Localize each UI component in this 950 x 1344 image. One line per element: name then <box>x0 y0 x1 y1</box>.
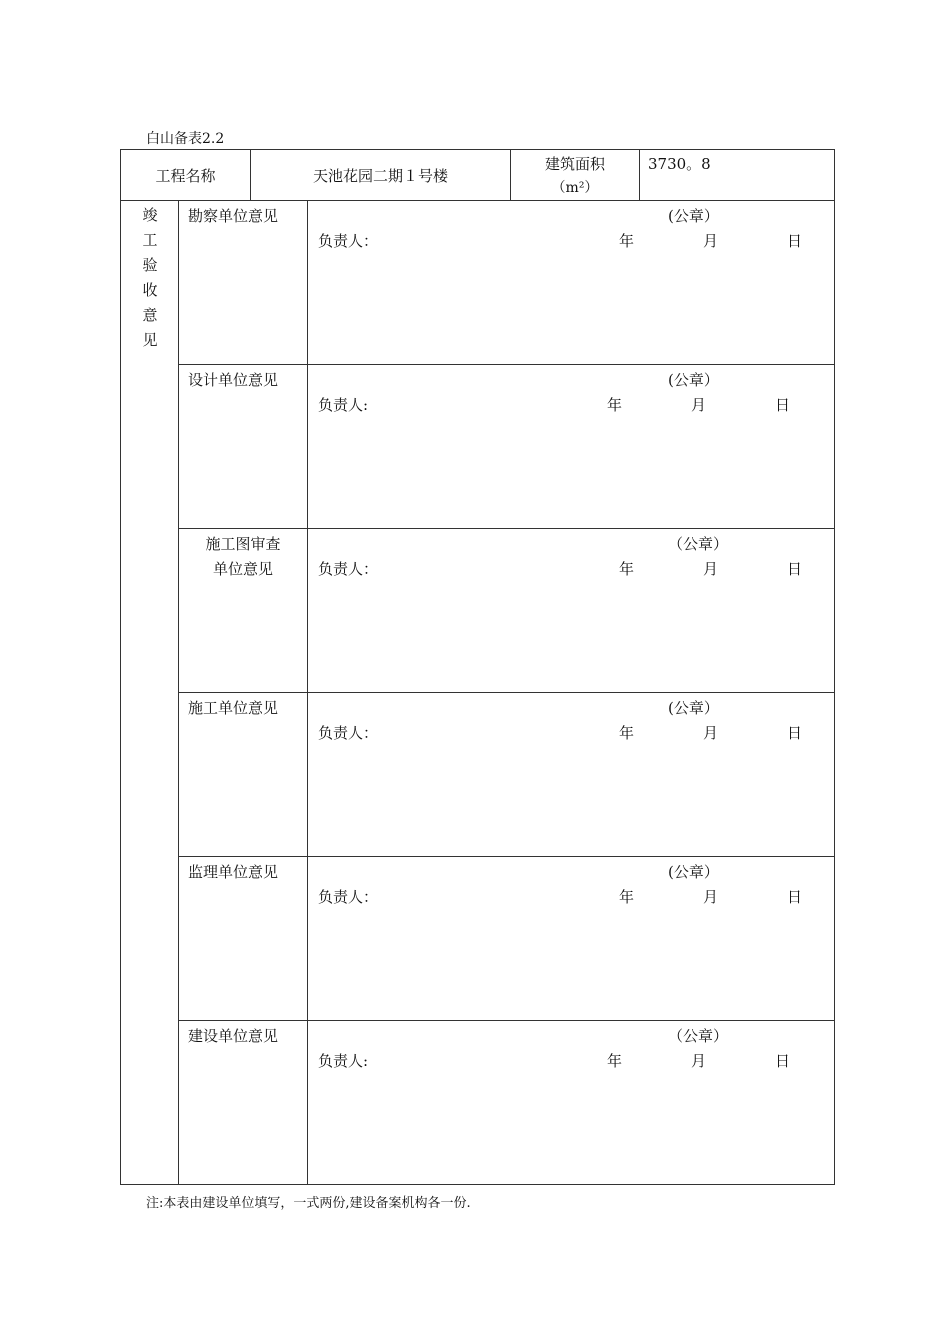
person-label: 负责人： <box>318 560 379 578</box>
form-code: 白山备表2.2 <box>146 131 225 147</box>
seal-label: (公章） <box>668 207 719 225</box>
project-name-value: 天池花园二期１号楼 <box>312 167 448 185</box>
year-label: 年 <box>607 1052 623 1070</box>
seal-label: (公章） <box>668 863 719 881</box>
person-label: 负责人: <box>318 396 369 414</box>
seal-label: （公章） <box>668 1027 729 1045</box>
person-label: 负责人： <box>318 232 379 250</box>
day-label: 日 <box>787 888 803 906</box>
day-label: 日 <box>787 560 803 578</box>
person-label: 负责人： <box>318 888 379 906</box>
month-label: 月 <box>691 1052 707 1070</box>
section-label: 勘察单位意见 <box>188 207 279 225</box>
footnote: 注:本表由建设单位填写，一式两份,建设备案机构各一份. <box>146 1196 471 1211</box>
area-value: 3730。8 <box>648 155 711 173</box>
month-label: 月 <box>703 724 719 742</box>
section-label: 监理单位意见 <box>188 863 279 881</box>
seal-label: (公章） <box>668 371 719 389</box>
month-label: 月 <box>691 396 707 414</box>
person-label: 负责人: <box>318 1052 369 1070</box>
month-label: 月 <box>703 232 719 250</box>
month-label: 月 <box>703 560 719 578</box>
area-label: 建筑面积 <box>544 155 605 173</box>
section-label: 设计单位意见 <box>188 371 279 389</box>
day-label: 日 <box>775 396 791 414</box>
year-label: 年 <box>607 396 623 414</box>
project-name-label: 工程名称 <box>155 167 216 185</box>
day-label: 日 <box>787 232 803 250</box>
area-unit: （m²） <box>551 180 599 196</box>
month-label: 月 <box>703 888 719 906</box>
section-label: 建设单位意见 <box>188 1027 279 1045</box>
person-label: 负责人： <box>318 724 379 742</box>
year-label: 年 <box>619 232 635 250</box>
year-label: 年 <box>619 888 635 906</box>
day-label: 日 <box>775 1052 791 1070</box>
year-label: 年 <box>619 724 635 742</box>
year-label: 年 <box>619 560 635 578</box>
day-label: 日 <box>787 724 803 742</box>
seal-label: (公章） <box>668 699 719 717</box>
section-label-line2: 单位意见 <box>212 560 273 578</box>
seal-label: （公章） <box>668 535 729 553</box>
section-label-line1: 施工图审查 <box>205 535 281 553</box>
section-label: 施工单位意见 <box>188 699 279 717</box>
